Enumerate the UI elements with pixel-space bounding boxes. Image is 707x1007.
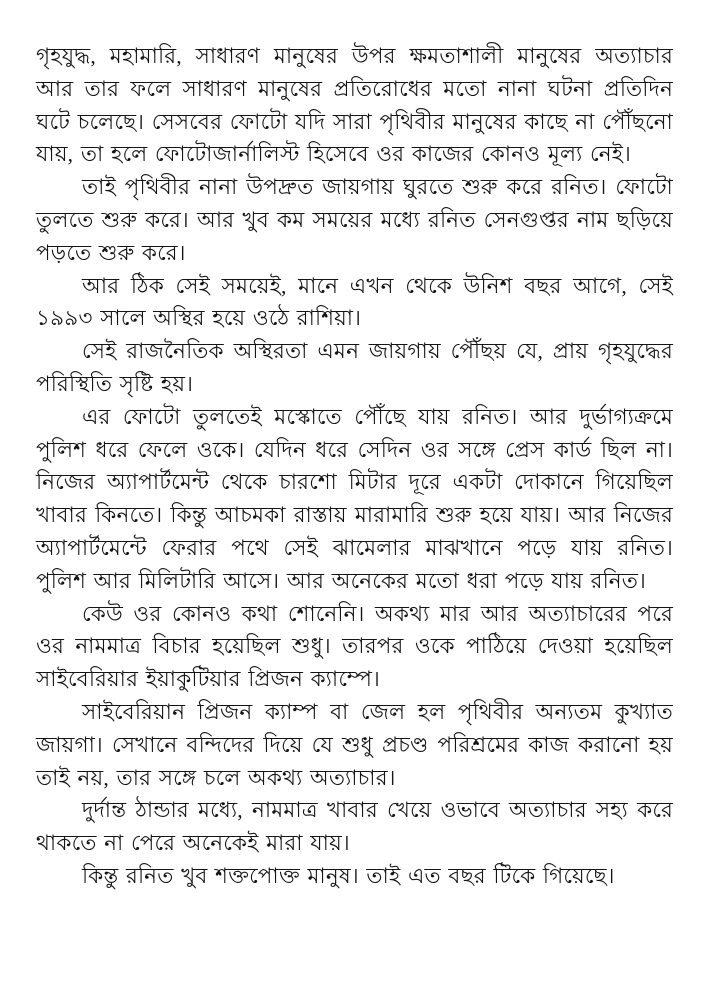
paragraph: সেই রাজনৈতিক অস্থিরতা এমন জায়গায় পৌঁছয় যে, প্রায় গৃহযুদ্ধের পরিস্থিতি সৃষ্টি হয়।: [36, 339, 673, 396]
paragraph: সাইবেরিয়ান প্রিজন ক্যাম্প বা জেল হল পৃথিবীর অন্যতম কুখ্যাত জায়গা। সেখানে বন্দিদের দিয়ে যে শুধু প্রচণ্ড পরিশ্রমের কাজ করানো হয় তাই নয়, তার সঙ্গে চলে অকথ্য অত্যাচার।: [36, 699, 673, 790]
paragraph: কিন্তু রনিত খুব শক্তপোক্ত মানুষ। তাই এত বছর টিকে গিয়েছে।: [82, 863, 615, 888]
paragraph: আর ঠিক সেই সময়েই, মানে এখন থেকে উনিশ বছর আগে, সেই ১৯৯৩ সালে অস্থির হয়ে ওঠে রাশিয়া।: [36, 273, 673, 331]
paragraph: দুর্দান্ত ঠান্ডার মধ্যে, নামমাত্র খাবার খেয়ে ওভাবে অত্যাচার সহ্য করে থাকতে না পেরে অনেকেই মারা যায়।: [36, 798, 673, 856]
paragraph: তাই পৃথিবীর নানা উপদ্রুত জায়গায় ঘুরতে শুরু করে রনিত। ফোটো তুলতে শুরু করে। আর খুব কম সময়ের মধ্যে রনিত সেনগুপ্তর নাম ছড়িয়ে পড়তে শুরু করে।: [36, 175, 673, 265]
paragraph: এর ফোটো তুলতেই মস্কোতে পৌঁছে যায় রনিত। আর দুর্ভাগ্যক্রমে পুলিশ ধরে ফেলে ওকে। যেদিন ধরে সেদিন ওর সঙ্গে প্রেস কার্ড ছিল না। নিজের অ্যাপার্টমেন্ট থেকে চারশো মিটার দূরে একটা দোকানে গিয়েছিল খাবার কিনতে। কিন্তু আচমকা রাস্তায় মারামারি শুরু হয়ে যায়। আর নিজের অ্যাপার্টমেন্টে ফেরার পথে সেই ঝামেলার মাঝখানে পড়ে যায় রনিত। পুলিশ আর মিলিটারি আসে। আর অনেকের মতো ধরা পড়ে যায় রনিত।: [36, 404, 673, 593]
paragraph: কেউ ওর কোনও কথা শোনেনি। অকথ্য মার আর অত্যাচারের পরে ওর নামমাত্র বিচার হয়েছিল শুধু। তারপর ওকে পাঠিয়ে দেওয়া হয়েছিল সাইবেরিয়ার ইয়াকুটিয়ার প্রিজন ক্যাম্পে।: [36, 601, 673, 692]
paragraph: গৃহযুদ্ধ, মহামারি, সাধারণ মানুষের উপর ক্ষমতাশালী মানুষের অত্যাচার আর তার ফলে সাধারণ মানুষের প্রতিরোধের মতো নানা ঘটনা প্রতিদিন ঘটে চলেছে। সেসবের ফোটো যদি সারা পৃথিবীর মানুষের কাছে না পৌঁছনো যায়, তা হলে ফোটোজার্নালিস্ট হিসেবে ওর কাজের কোনও মূল্য নেই।: [36, 44, 673, 167]
